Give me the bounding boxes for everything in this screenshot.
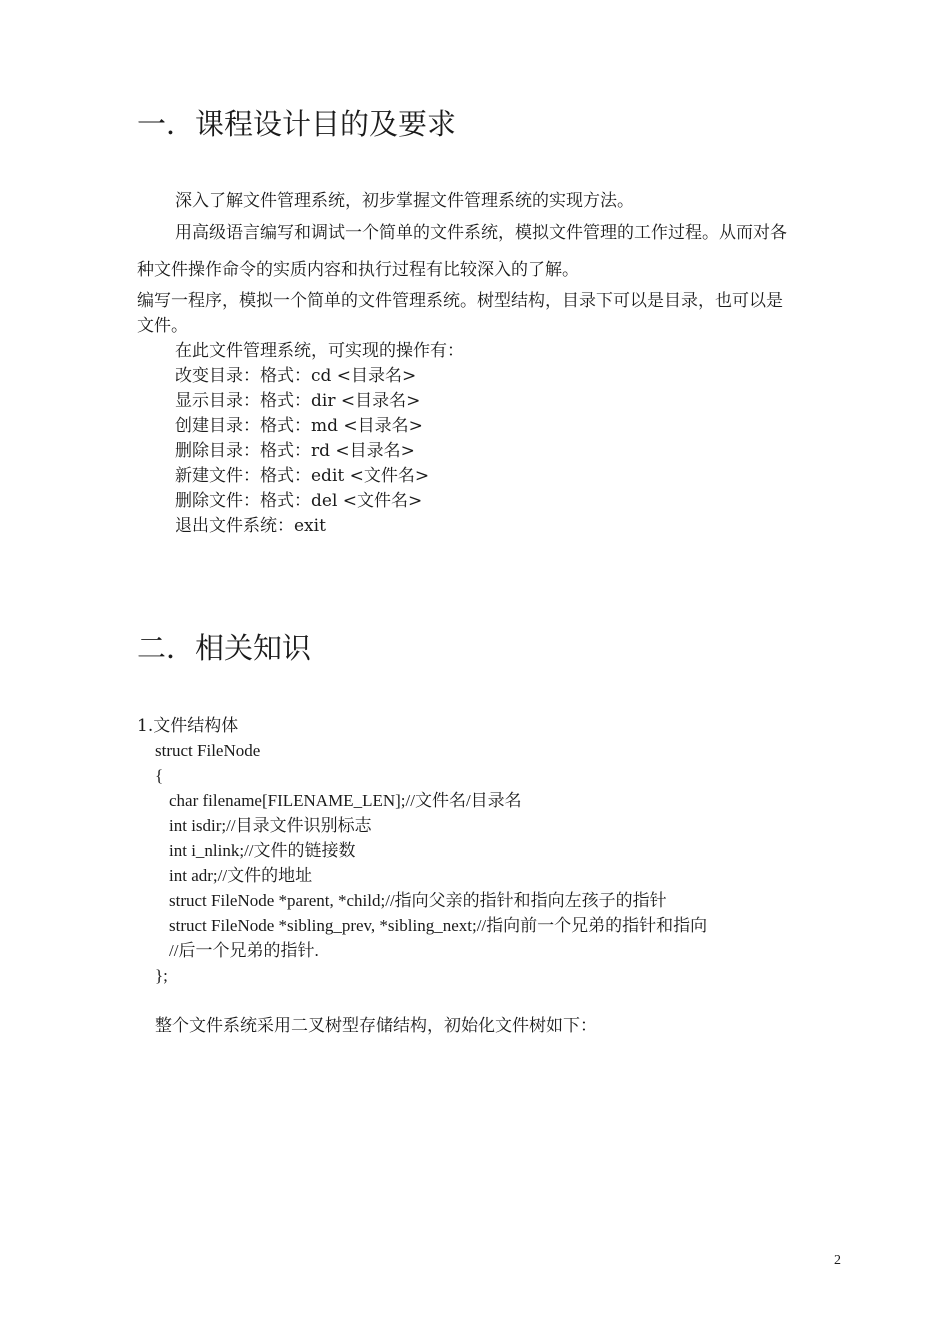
code-line: struct FileNode *parent, *child;//指向父亲的指针和指向左孩子的指针 (169, 891, 667, 910)
op-dir: 显示目录：格式：dir <目录名> (175, 391, 421, 411)
section1-para1: 深入了解文件管理系统，初步掌握文件管理系统的实现方法。 (175, 191, 634, 211)
op-md: 创建目录：格式：md <目录名> (175, 416, 423, 436)
op-edit: 新建文件：格式：edit <文件名> (175, 466, 430, 486)
op-cd: 改变目录：格式：cd <目录名> (175, 366, 417, 386)
section2-subheading: 1.文件结构体 (137, 716, 239, 736)
section1-para2-line1: 用高级语言编写和调试一个简单的文件系统，模拟文件管理的工作过程。从而对各 (175, 223, 787, 243)
section1-para3-line1: 编写一程序，模拟一个简单的文件管理系统。树型结构，目录下可以是目录，也可以是 (137, 291, 783, 311)
code-line: { (155, 766, 164, 785)
code-line: int isdir;//目录文件识别标志 (169, 816, 372, 835)
section1-para2-line2: 种文件操作命令的实质内容和执行过程有比较深入的了解。 (137, 260, 579, 280)
code-line: //后一个兄弟的指针. (169, 941, 319, 960)
code-line: int adr;//文件的地址 (169, 866, 313, 885)
code-line: }; (155, 966, 168, 985)
page-number: 2 (834, 1253, 841, 1268)
section1-ops-intro: 在此文件管理系统，可实现的操作有： (175, 341, 464, 361)
code-line: struct FileNode (155, 741, 261, 760)
op-del: 删除文件：格式：del <文件名> (175, 491, 423, 511)
section2-heading: 二．相关知识 (137, 631, 312, 665)
code-line: struct FileNode *sibling_prev, *sibling_next;//指向前一个兄弟的指针和指向 (169, 916, 708, 935)
code-line: int i_nlink;//文件的链接数 (169, 841, 356, 860)
op-exit: 退出文件系统：exit (175, 516, 326, 536)
section1-para3-line2: 文件。 (137, 316, 188, 336)
section2-closing: 整个文件系统采用二叉树型存储结构，初始化文件树如下： (155, 1016, 597, 1036)
code-line: char filename[FILENAME_LEN];//文件名/目录名 (169, 791, 522, 810)
op-rd: 删除目录：格式：rd <目录名> (175, 441, 415, 461)
section1-heading: 一．课程设计目的及要求 (137, 107, 457, 141)
